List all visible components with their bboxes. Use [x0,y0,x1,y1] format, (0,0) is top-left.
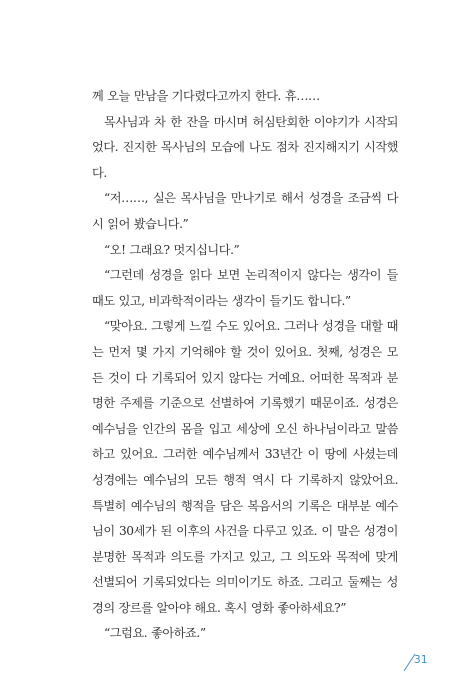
paragraph-continuation: 께 오늘 만남을 기다렸다고까지 한다. 휴…… [92,89,320,103]
body-text [92,84,398,647]
dialogue-paragraph: “저……, 실은 목사님을 만나기로 해서 성경을 조금씩 다시 읽어 봤습니다.” [92,191,398,231]
dialogue-paragraph: “그럼요. 좋아하죠.” [104,626,206,641]
page-number: 31 [414,654,428,666]
page-number-marker [402,652,432,672]
dialogue-paragraph: “맞아요. 그렇게 느낄 수도 있어요. 그러나 성경을 대할 때는 먼저 몇 가지 기억해야 할 것이 있어요. 첫째, 성경은 모든 것이 다 기록되어 있지 않다는 거예요. 어떠한 목적과 분명한 주제를 기준으로 선별하여 기록했기 때문이죠. 성경은 예수님을 인간의 몸을 입고 세상에 오신 하나님이라고 말씀하고 있어요. 그러한 예수님께서 33년간 이 땅에 사셨는데 성경에는 예수님의 모든 행적 역시 다 기록하지 않았어요. 특별히 예수님의 행적을 담은 복음서의 기록은 대부분 예수님이 30세가 된 이후의 사건을 다루고 있죠. 이 말은 성경이 분명한 목적과 의도를 가지고 있고, 그 의도와 목적에 맞게 선별되어 기록되었다는 의미이기도 하죠. 그리고 둘째는 성경의 장르를 알아야 해요. 혹시 영화 좋아하세요?” [92,319,398,615]
dialogue-paragraph: “그런데 성경을 읽다 보면 논리적이지 않다는 생각이 들 때도 있고, 비과학적이라는 생각이 들기도 합니다.” [92,268,398,308]
paragraph: 목사님과 차 한 잔을 마시며 허심탄회한 이야기가 시작되었다. 진지한 목사님의 모습에 나도 점차 진지해지기 시작했다. [92,114,398,180]
dialogue-paragraph: “오! 그래요? 멋지십니다.” [104,242,240,257]
